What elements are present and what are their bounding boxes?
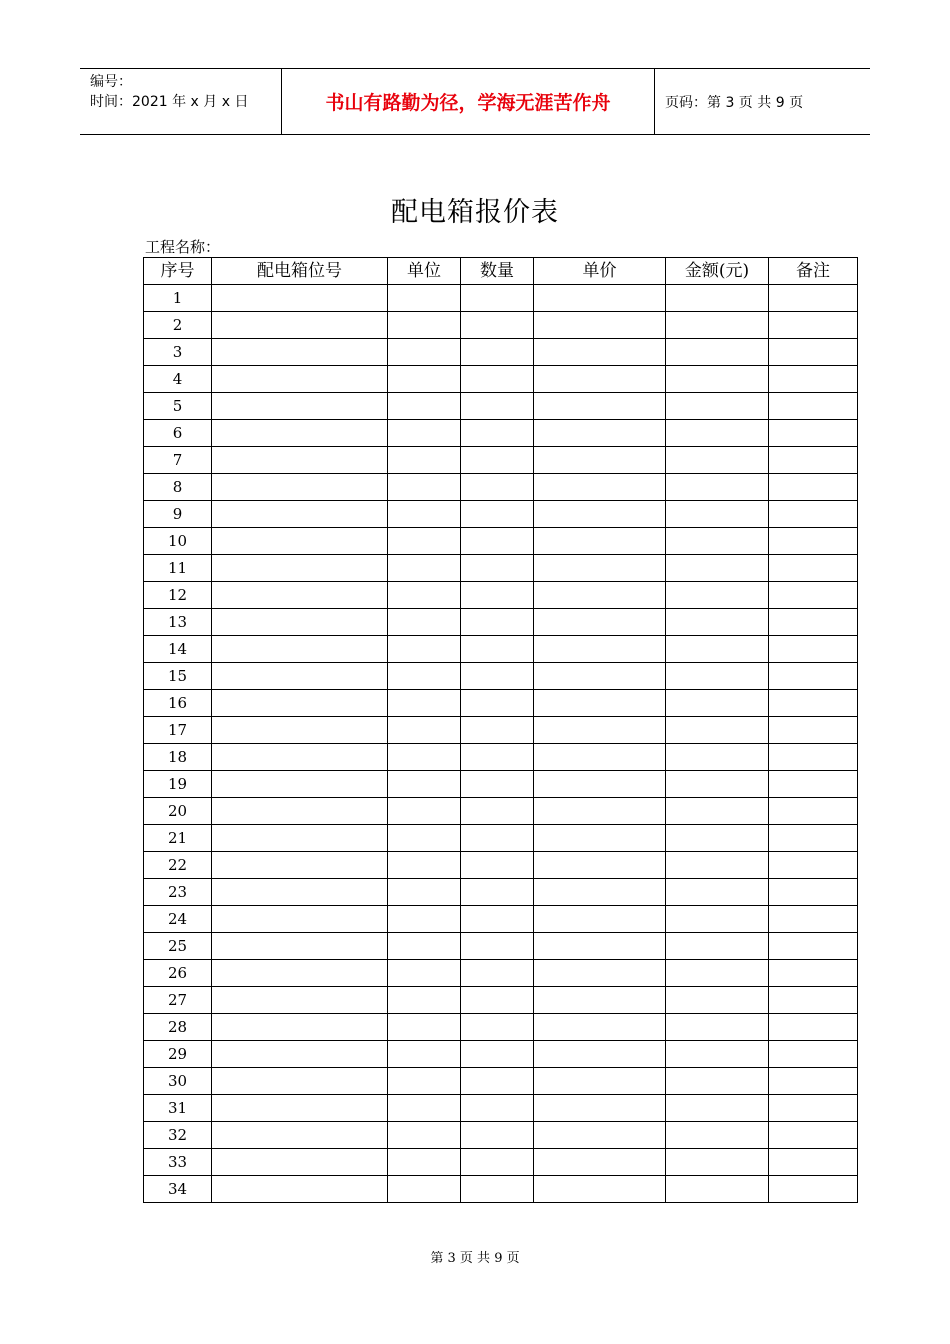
unit-cell [388,744,461,771]
quantity-cell [461,825,534,852]
amount-cell [666,582,769,609]
row-index: 25 [144,933,212,960]
table-row [144,744,858,771]
unit-price-cell [534,744,666,771]
row-index: 30 [144,1068,212,1095]
remarks-cell [769,528,858,555]
box-id-cell [212,1122,388,1149]
remarks-cell [769,447,858,474]
unit-cell [388,528,461,555]
table-row [144,879,858,906]
unit-price-cell [534,663,666,690]
remarks-cell [769,690,858,717]
header-meta [80,69,282,134]
table-row [144,366,858,393]
unit-price-cell [534,1014,666,1041]
box-id-cell [212,393,388,420]
document-date: 时间：2021 年 x 月 x 日 [90,94,249,110]
row-index: 1 [144,285,212,312]
unit-price-cell [534,717,666,744]
remarks-cell [769,420,858,447]
unit-price-cell [534,879,666,906]
quote-table [143,257,858,1203]
row-index: 22 [144,852,212,879]
unit-cell [388,285,461,312]
unit-cell [388,582,461,609]
document-number-label: 编号： [90,74,132,90]
column-header-index: 序号 [144,258,212,285]
unit-cell [388,987,461,1014]
remarks-cell [769,636,858,663]
amount-cell [666,1014,769,1041]
quantity-cell [461,1068,534,1095]
page-header [80,68,870,135]
unit-price-cell [534,933,666,960]
box-id-cell [212,771,388,798]
quantity-cell [461,447,534,474]
table-row [144,1122,858,1149]
amount-cell [666,1041,769,1068]
amount-cell [666,366,769,393]
remarks-cell [769,1176,858,1203]
unit-cell [388,501,461,528]
unit-cell [388,690,461,717]
table-row [144,1041,858,1068]
amount-cell [666,501,769,528]
table-row [144,852,858,879]
remarks-cell [769,798,858,825]
quantity-cell [461,933,534,960]
unit-cell [388,366,461,393]
unit-cell [388,960,461,987]
remarks-cell [769,312,858,339]
quantity-cell [461,717,534,744]
unit-cell [388,906,461,933]
row-index: 29 [144,1041,212,1068]
quantity-cell [461,1014,534,1041]
row-index: 31 [144,1095,212,1122]
remarks-cell [769,1095,858,1122]
quantity-cell [461,1149,534,1176]
quantity-cell [461,960,534,987]
unit-price-cell [534,852,666,879]
unit-price-cell [534,906,666,933]
row-index: 10 [144,528,212,555]
unit-cell [388,825,461,852]
quantity-cell [461,1041,534,1068]
unit-price-cell [534,1041,666,1068]
amount-cell [666,420,769,447]
unit-price-cell [534,609,666,636]
remarks-cell [769,582,858,609]
unit-cell [388,339,461,366]
unit-price-cell [534,312,666,339]
table-row [144,1014,858,1041]
box-id-cell [212,636,388,663]
remarks-cell [769,987,858,1014]
amount-cell [666,1095,769,1122]
quantity-cell [461,1176,534,1203]
unit-price-cell [534,582,666,609]
unit-price-cell [534,1122,666,1149]
column-header-unit-price: 单价 [534,258,666,285]
remarks-cell [769,285,858,312]
unit-cell [388,420,461,447]
box-id-cell [212,501,388,528]
amount-cell [666,393,769,420]
amount-cell [666,474,769,501]
header-page-cell [655,69,870,134]
remarks-cell [769,609,858,636]
table-row [144,636,858,663]
header-motto-cell [282,69,655,134]
box-id-cell [212,663,388,690]
table-row [144,825,858,852]
quantity-cell [461,501,534,528]
box-id-cell [212,312,388,339]
quantity-cell [461,798,534,825]
row-index: 3 [144,339,212,366]
quantity-cell [461,987,534,1014]
unit-cell [388,393,461,420]
box-id-cell [212,447,388,474]
remarks-cell [769,663,858,690]
box-id-cell [212,1095,388,1122]
box-id-cell [212,339,388,366]
unit-cell [388,474,461,501]
remarks-cell [769,879,858,906]
table-row [144,1149,858,1176]
table-row [144,960,858,987]
amount-cell [666,663,769,690]
amount-cell [666,933,769,960]
row-index: 6 [144,420,212,447]
unit-price-cell [534,636,666,663]
amount-cell [666,636,769,663]
row-index: 20 [144,798,212,825]
remarks-cell [769,555,858,582]
table-row [144,555,858,582]
quantity-cell [461,474,534,501]
column-header-box-id: 配电箱位号 [212,258,388,285]
table-row [144,1068,858,1095]
unit-price-cell [534,555,666,582]
quantity-cell [461,690,534,717]
amount-cell [666,744,769,771]
table-row [144,609,858,636]
row-index: 27 [144,987,212,1014]
unit-price-cell [534,1149,666,1176]
box-id-cell [212,744,388,771]
quantity-cell [461,636,534,663]
unit-cell [388,609,461,636]
quantity-cell [461,879,534,906]
remarks-cell [769,960,858,987]
amount-cell [666,717,769,744]
unit-price-cell [534,771,666,798]
amount-cell [666,690,769,717]
column-header-unit: 单位 [388,258,461,285]
table-row [144,987,858,1014]
quantity-cell [461,744,534,771]
row-index: 19 [144,771,212,798]
remarks-cell [769,852,858,879]
remarks-cell [769,825,858,852]
unit-price-cell [534,690,666,717]
unit-cell [388,933,461,960]
quantity-cell [461,285,534,312]
amount-cell [666,555,769,582]
document-title: 配电箱报价表 [391,197,559,228]
remarks-cell [769,933,858,960]
box-id-cell [212,366,388,393]
box-id-cell [212,528,388,555]
box-id-cell [212,1068,388,1095]
row-index: 16 [144,690,212,717]
row-index: 24 [144,906,212,933]
project-name-label: 工程名称： [145,238,221,256]
box-id-cell [212,798,388,825]
row-index: 2 [144,312,212,339]
table-row [144,663,858,690]
table-row [144,771,858,798]
quantity-cell [461,366,534,393]
table-row [144,906,858,933]
amount-cell [666,339,769,366]
amount-cell [666,1149,769,1176]
table-row [144,1176,858,1203]
unit-cell [388,879,461,906]
box-id-cell [212,717,388,744]
box-id-cell [212,690,388,717]
unit-cell [388,663,461,690]
quantity-cell [461,420,534,447]
unit-price-cell [534,825,666,852]
quantity-cell [461,528,534,555]
table-row [144,501,858,528]
amount-cell [666,771,769,798]
box-id-cell [212,906,388,933]
unit-cell [388,1014,461,1041]
row-index: 18 [144,744,212,771]
remarks-cell [769,1149,858,1176]
table-row [144,717,858,744]
row-index: 15 [144,663,212,690]
header-page-info: 页码：第 3 页 共 9 页 [665,94,804,111]
unit-price-cell [534,501,666,528]
quantity-cell [461,312,534,339]
quantity-cell [461,339,534,366]
amount-cell [666,1176,769,1203]
remarks-cell [769,1068,858,1095]
unit-price-cell [534,1095,666,1122]
amount-cell [666,447,769,474]
unit-price-cell [534,1176,666,1203]
remarks-cell [769,393,858,420]
unit-price-cell [534,528,666,555]
column-header-amount: 金额(元) [666,258,769,285]
row-index: 23 [144,879,212,906]
unit-price-cell [534,960,666,987]
quantity-cell [461,852,534,879]
row-index: 21 [144,825,212,852]
row-index: 33 [144,1149,212,1176]
unit-cell [388,852,461,879]
row-index: 5 [144,393,212,420]
remarks-cell [769,474,858,501]
box-id-cell [212,879,388,906]
amount-cell [666,825,769,852]
table-row [144,447,858,474]
box-id-cell [212,933,388,960]
box-id-cell [212,960,388,987]
unit-price-cell [534,798,666,825]
unit-price-cell [534,366,666,393]
amount-cell [666,906,769,933]
amount-cell [666,1068,769,1095]
unit-cell [388,1068,461,1095]
row-index: 13 [144,609,212,636]
unit-cell [388,1149,461,1176]
table-row [144,582,858,609]
row-index: 4 [144,366,212,393]
quantity-cell [461,771,534,798]
table-row [144,933,858,960]
row-index: 28 [144,1014,212,1041]
amount-cell [666,285,769,312]
table-row [144,285,858,312]
box-id-cell [212,1176,388,1203]
unit-cell [388,1095,461,1122]
amount-cell [666,798,769,825]
row-index: 12 [144,582,212,609]
quantity-cell [461,582,534,609]
amount-cell [666,528,769,555]
quantity-cell [461,1095,534,1122]
unit-cell [388,636,461,663]
amount-cell [666,1122,769,1149]
unit-cell [388,798,461,825]
box-id-cell [212,1041,388,1068]
unit-price-cell [534,393,666,420]
row-index: 34 [144,1176,212,1203]
box-id-cell [212,285,388,312]
column-header-remarks: 备注 [769,258,858,285]
quantity-cell [461,609,534,636]
quantity-cell [461,906,534,933]
amount-cell [666,879,769,906]
row-index: 9 [144,501,212,528]
quantity-cell [461,555,534,582]
table-body [144,285,858,1203]
box-id-cell [212,582,388,609]
amount-cell [666,852,769,879]
table-row [144,339,858,366]
remarks-cell [769,744,858,771]
table-row [144,528,858,555]
unit-cell [388,1176,461,1203]
unit-cell [388,1041,461,1068]
unit-price-cell [534,285,666,312]
remarks-cell [769,1122,858,1149]
amount-cell [666,987,769,1014]
unit-cell [388,771,461,798]
box-id-cell [212,555,388,582]
table-header-row [144,258,858,285]
box-id-cell [212,1149,388,1176]
page-footer: 第 3 页 共 9 页 [430,1251,520,1266]
table-row [144,690,858,717]
table-row [144,474,858,501]
amount-cell [666,609,769,636]
unit-cell [388,447,461,474]
box-id-cell [212,420,388,447]
unit-cell [388,717,461,744]
quantity-cell [461,663,534,690]
row-index: 17 [144,717,212,744]
quantity-cell [461,393,534,420]
box-id-cell [212,852,388,879]
unit-cell [388,555,461,582]
box-id-cell [212,987,388,1014]
row-index: 7 [144,447,212,474]
unit-cell [388,312,461,339]
amount-cell [666,960,769,987]
box-id-cell [212,1014,388,1041]
remarks-cell [769,771,858,798]
table-row [144,312,858,339]
unit-price-cell [534,474,666,501]
row-index: 32 [144,1122,212,1149]
row-index: 14 [144,636,212,663]
remarks-cell [769,339,858,366]
box-id-cell [212,474,388,501]
unit-price-cell [534,447,666,474]
table-row [144,393,858,420]
unit-price-cell [534,987,666,1014]
remarks-cell [769,717,858,744]
box-id-cell [212,825,388,852]
table-row [144,420,858,447]
unit-price-cell [534,339,666,366]
remarks-cell [769,1041,858,1068]
row-index: 26 [144,960,212,987]
column-header-quantity: 数量 [461,258,534,285]
row-index: 11 [144,555,212,582]
remarks-cell [769,366,858,393]
remarks-cell [769,501,858,528]
header-motto: 书山有路勤为径，学海无涯苦作舟 [325,92,611,114]
unit-price-cell [534,1068,666,1095]
table-row [144,1095,858,1122]
unit-price-cell [534,420,666,447]
table-row [144,798,858,825]
box-id-cell [212,609,388,636]
remarks-cell [769,1014,858,1041]
unit-cell [388,1122,461,1149]
row-index: 8 [144,474,212,501]
remarks-cell [769,906,858,933]
quantity-cell [461,1122,534,1149]
amount-cell [666,312,769,339]
